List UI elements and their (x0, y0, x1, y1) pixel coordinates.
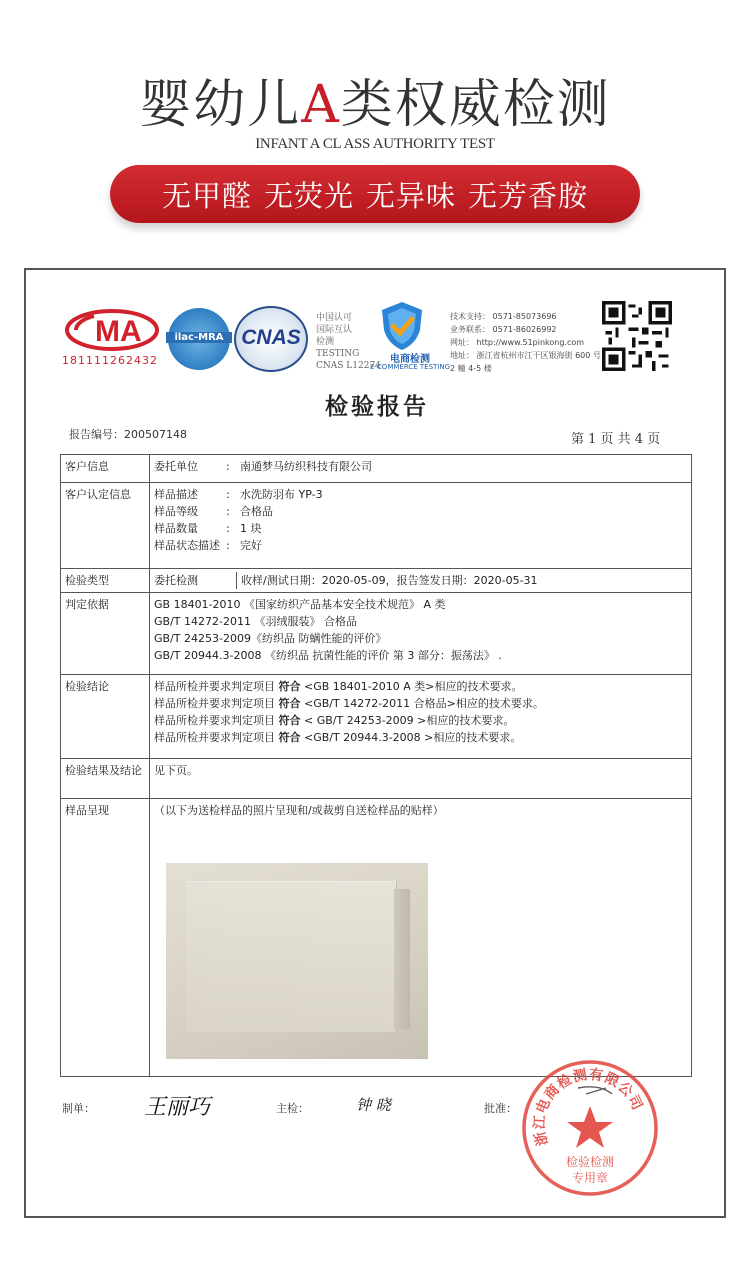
contact-info (450, 310, 601, 375)
page-indicator: 第 1 页 共 4 页 (571, 432, 661, 447)
contact-line: 业务联系： 0571-86026992 (450, 325, 557, 334)
maker-signature: 王丽巧 (144, 1095, 211, 1120)
cnas-text: CNAS (241, 326, 301, 349)
qr-code-icon (602, 300, 672, 372)
conclusion-prefix: 样品所检并要求判定项目 (154, 714, 275, 727)
svg-text:检验检测: 检验检测 (565, 1155, 615, 1169)
hero-title-accent: A (301, 75, 341, 135)
conclusion-prefix: 样品所检并要求判定项目 (154, 731, 275, 744)
conclusion-mark: 符合 (278, 697, 301, 710)
row-content: 委托单位 : 南通梦马纺织科技有限公司 (150, 455, 692, 483)
ecommerce-sub: E-COMMERCE TESTING (369, 363, 451, 371)
feature-banner (110, 165, 640, 223)
contact-line: 2 幢 4-5 楼 (450, 364, 492, 373)
report-number: 报告编号：200507148 (69, 428, 187, 441)
cnas-logo (234, 306, 308, 372)
conclusion-mark: 符合 (278, 731, 301, 744)
checker-signature: 钟 晓 (356, 1096, 391, 1114)
fabric-fold (186, 881, 397, 1032)
conclusion-line (154, 695, 687, 712)
sample-photo (166, 863, 428, 1059)
field-key: 委托检测 (154, 572, 237, 589)
contact-line: 技术支持： 0571-85073696 (450, 312, 557, 321)
field-key: 样品描述 (154, 488, 198, 501)
conclusion-prefix: 样品所检并要求判定项目 (154, 680, 275, 693)
field-value: 南通梦马纺织科技有限公司 (240, 460, 372, 473)
row-label: 样品呈现 (61, 799, 150, 1077)
svg-text:MA: MA (95, 315, 142, 348)
table-row (61, 759, 692, 799)
cnas-line: CNAS L12274 (316, 361, 381, 371)
field-key: 委托单位 (154, 460, 198, 473)
hero-subtitle: INFANT A CL ASS AUTHORITY TEST (255, 136, 495, 152)
table-row (61, 569, 692, 593)
row-content (150, 593, 692, 675)
row-label: 检验类型 (61, 569, 150, 593)
row-content (150, 569, 692, 593)
conclusion-text: <GB/T 14272-2011 合格品>相应的技术要求。 (304, 697, 544, 710)
svg-text:专用章: 专用章 (571, 1171, 609, 1185)
cnas-line: TESTING (316, 349, 360, 359)
badge-no-aromatic-amine: 无芳香胺 (468, 178, 589, 213)
company-stamp (520, 1058, 660, 1198)
cnas-line: 中国认可 (316, 313, 353, 323)
field-key: 样品数量 (154, 522, 198, 535)
field-value: 水洗防羽布 YP-3 (240, 488, 323, 501)
shield-check-icon (378, 300, 426, 352)
conclusion-mark: 符合 (278, 680, 301, 693)
field-value: 完好 (240, 539, 262, 552)
row-label: 客户信息 (61, 455, 150, 483)
ilac-text: ilac-MRA (166, 332, 232, 343)
contact-line: 地址： 浙江省杭州市江干区银海街 600 号 (450, 351, 601, 360)
conclusion-text: <GB/T 20944.3-2008 >相应的技术要求。 (304, 731, 522, 744)
row-label: 检验结果及结论 (61, 759, 150, 799)
basis-line: GB 18401-2010 《国家纺织产品基本安全技术规范》 A 类 (154, 598, 446, 611)
row-content: 见下页。 (150, 759, 692, 799)
maker-label: 制单： (62, 1102, 95, 1115)
conclusion-mark: 符合 (278, 714, 301, 727)
conclusion-text: < GB/T 24253-2009 >相应的技术要求。 (304, 714, 515, 727)
badge-no-odor: 无异味 (366, 178, 457, 213)
report-title: 检验报告 (325, 393, 429, 420)
row-label: 检验结论 (61, 675, 150, 759)
table-row (61, 593, 692, 675)
conclusion-text: <GB 18401-2010 A 类>相应的技术要求。 (304, 680, 523, 693)
field-key: 样品状态描述 (154, 539, 220, 552)
hero-title-pre: 婴幼儿 (139, 75, 302, 135)
row-label: 判定依据 (61, 593, 150, 675)
ecommerce-label: 电商检测 (390, 354, 430, 365)
ilac-mra-logo (168, 308, 230, 370)
conclusion-prefix: 样品所检并要求判定项目 (154, 697, 275, 710)
field-value: 收样/测试日期：2020-05-09，报告签发日期：2020-05-31 (241, 574, 538, 587)
contact-line: 网址： http://www.51pinkong.com (450, 338, 585, 347)
badge-no-fluorescence: 无荧光 (263, 178, 354, 213)
table-row (61, 675, 692, 759)
checker-label: 主检： (276, 1102, 309, 1115)
row-label: 客户认定信息 (61, 483, 150, 569)
test-report (24, 268, 726, 1218)
approver-label: 批准： (484, 1102, 517, 1115)
field-value: 合格品 (240, 505, 273, 518)
basis-line: GB/T 20944.3-2008 《纺织品 抗菌性能的评价 第 3 部分：振荡法》 . (154, 649, 502, 662)
row-content: 样品描述 : 水洗防羽布 YP-3 样品等级 : 合格品 样品数量 : 1 块 样品状态描述 : 完好 (150, 483, 692, 569)
conclusion-line (154, 678, 687, 695)
svg-text:浙江电商检测有限公司: 浙江电商检测有限公司 (531, 1066, 646, 1148)
basis-line: GB/T 24253-2009《纺织品 防螨性能的评价》 (154, 632, 387, 645)
cnas-line: 检测 (316, 337, 335, 347)
conclusion-line (154, 712, 687, 729)
hero-title-post: 类权威检测 (340, 75, 611, 135)
fabric-edge (394, 889, 410, 1029)
row-content: （以下为送检样品的照片呈现和/或裁剪自送检样品的贴样） (150, 799, 692, 1077)
badge-no-formaldehyde: 无甲醛 (161, 178, 252, 213)
field-value: 1 块 (240, 522, 262, 535)
hero-title (0, 62, 750, 137)
field-key: 样品等级 (154, 505, 198, 518)
cnas-line: 国际互认 (316, 325, 353, 335)
table-row (61, 455, 692, 483)
basis-line: GB/T 14272-2011 《羽绒服装》 合格品 (154, 615, 357, 628)
row-content (150, 675, 692, 759)
cma-number: 181111262432 (62, 354, 158, 367)
table-row (61, 483, 692, 569)
conclusion-line (154, 729, 687, 746)
